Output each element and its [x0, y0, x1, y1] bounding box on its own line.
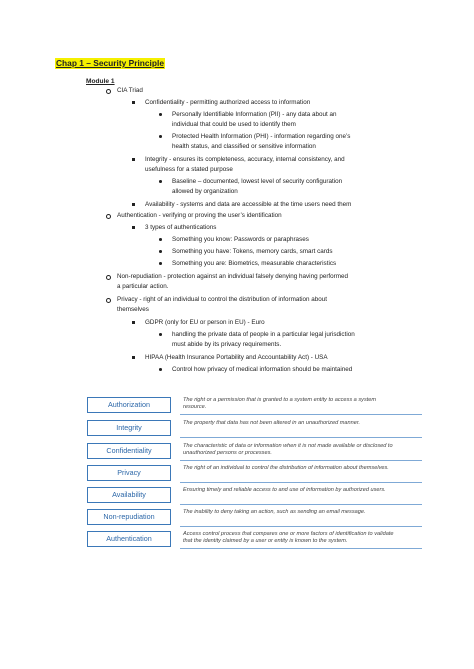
outline-phi-line1: Protected Health Information (PHI) - information regarding one’s: [172, 133, 351, 140]
term-privacy: Privacy: [87, 465, 171, 481]
definition-line: The right of an individual to control the distribution of information about themselves.: [183, 465, 389, 471]
outline-auth-types: 3 types of authentications: [145, 224, 217, 231]
definition-text: [180, 509, 422, 527]
outline-square-bullet: [132, 101, 135, 104]
outline-circle-bullet: [106, 89, 111, 94]
outline-authentication: Authentication - verifying or proving the user’s identification: [117, 212, 282, 219]
outline-pii-line2: individual that could be used to identify them: [172, 121, 296, 128]
outline-square-bullet: [132, 203, 135, 206]
outline-auth-know: Something you know: Passwords or paraphrases: [172, 236, 309, 243]
term-availability: Availability: [87, 487, 171, 503]
definition-row: [87, 507, 425, 527]
outline-confidentiality: Confidentiality - permitting authorized access to information: [145, 99, 311, 106]
definition-row: [87, 485, 425, 505]
term-authorization: Authorization: [87, 397, 171, 413]
definition-text: [180, 420, 422, 438]
term-non-repudiation: Non-repudiation: [87, 509, 171, 525]
outline-auth-are: Something you are: Biometrics, measurable characteristics: [172, 260, 337, 267]
outline-availability: Availability - systems and data are accessible at the time users need them: [145, 201, 352, 208]
definition-line: The characteristic of data or information when it is not made available or disclosed to: [183, 443, 393, 449]
outline-dot-bullet: [159, 262, 162, 265]
definition-row: [87, 529, 425, 549]
definition-line: The property that data has not been altered in an unauthorized manner.: [183, 420, 361, 426]
outline-square-bullet: [132, 226, 135, 229]
definition-row: [87, 418, 425, 438]
outline-auth-have: Something you have: Tokens, memory cards, smart cards: [172, 248, 333, 255]
outline-dot-bullet: [159, 135, 162, 138]
outline-pii-line1: Personally Identifiable Information (PII) - any data about an: [172, 111, 337, 118]
outline-square-bullet: [132, 356, 135, 359]
module-heading: Module 1: [86, 78, 115, 85]
definition-text: [180, 487, 422, 505]
outline-square-bullet: [132, 321, 135, 324]
outline-circle-bullet: [106, 275, 111, 280]
outline-dot-bullet: [159, 180, 162, 183]
definition-text: [180, 443, 422, 461]
outline-privacy-line1: Privacy - right of an individual to control the distribution of information about: [117, 296, 328, 303]
definition-text: [180, 465, 422, 483]
definition-row: [87, 463, 425, 483]
definition-text: [180, 397, 422, 415]
definition-line: that the identity claimed by a user or entity is known to the system.: [183, 538, 348, 545]
term-authentication: Authentication: [87, 531, 171, 547]
definition-text: [180, 531, 422, 549]
outline-gdpr-desc-line2: must abide by its privacy requirements.: [172, 341, 282, 348]
outline-dot-bullet: [159, 368, 162, 371]
outline-phi-line2: health status, and classified or sensitive information: [172, 143, 316, 150]
outline-dot-bullet: [159, 113, 162, 116]
outline-nonrep-line1: Non-repudiation - protection against an individual falsely denying having performed: [117, 273, 349, 280]
outline-circle-bullet: [106, 214, 111, 219]
definition-line: The inability to deny taking an action, such as sending an email message.: [183, 509, 366, 515]
outline-cia-triad: CIA Triad: [117, 87, 143, 94]
definition-line: Access control process that compares one or more factors of identification to validate: [183, 531, 394, 537]
outline-dot-bullet: [159, 238, 162, 241]
outline-gdpr-desc-line1: handling the private data of people in a particular legal jurisdiction: [172, 331, 355, 338]
term-integrity: Integrity: [87, 420, 171, 436]
definition-row: [87, 441, 425, 461]
outline-integrity-line2: usefulness for a stated purpose: [145, 166, 233, 173]
outline-baseline-line1: Baseline – documented, lowest level of security configuration: [172, 178, 343, 185]
outline-circle-bullet: [106, 298, 111, 303]
outline-dot-bullet: [159, 333, 162, 336]
term-confidentiality: Confidentiality: [87, 443, 171, 459]
definition-line: The right or a permission that is granted to a system entity to access a system: [183, 397, 377, 403]
outline-baseline-line2: allowed by organization: [172, 188, 238, 195]
outline-nonrep-line2: a particular action.: [117, 283, 169, 290]
outline-hipaa-desc: Control how privacy of medical information should be maintained: [172, 366, 353, 373]
definition-line: Ensuring timely and reliable access to and use of information by authorized users.: [183, 487, 386, 493]
outline-privacy-line2: themselves: [117, 306, 149, 313]
outline-square-bullet: [132, 158, 135, 161]
definition-line: unauthorized persons or processes.: [183, 450, 272, 457]
definition-line: resource.: [183, 404, 207, 411]
outline-hipaa: HIPAA (Health Insurance Portability and Accountability Act) - USA: [145, 354, 328, 361]
outline-gdpr: GDPR (only for EU or person in EU) - Euro: [145, 319, 265, 326]
outline-dot-bullet: [159, 250, 162, 253]
outline-integrity-line1: Integrity - ensures its completeness, accuracy, internal consistency, and: [145, 156, 345, 163]
page-title: Chap 1 – Security Principle: [56, 58, 164, 68]
definition-row: [87, 395, 425, 415]
